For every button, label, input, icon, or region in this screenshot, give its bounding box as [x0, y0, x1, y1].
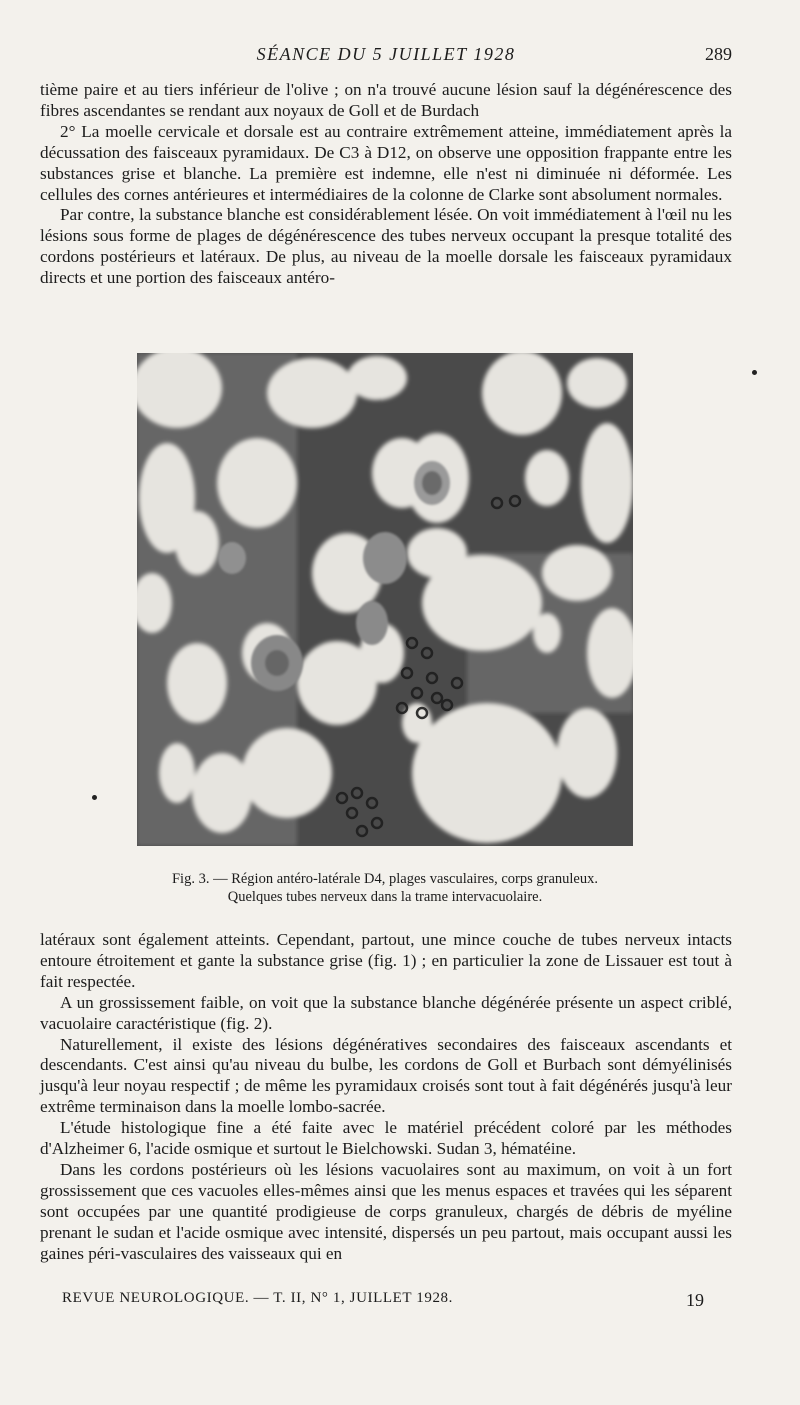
- paragraph: latéraux sont également atteints. Cependant, partout, une mince couche de tubes nerveux intacts entoure étroitement et gante la substance grise (fig. 1) ; en particulier la zone de Lissauer est tout à fait respectée.: [40, 930, 732, 991]
- paragraph: A un grossissement faible, on voit que la substance blanche dégénérée présente un aspect criblé, vacuolaire caractéristique (fig. 2).: [40, 992, 732, 1033]
- paragraph: L'étude histologique fine a été faite avec le matériel précédent coloré par les méthodes d'Alzheimer 6, l'acide osmique et surtout le Bielchowski. Sudan 3, hématéine.: [40, 1118, 732, 1159]
- page-footer: [62, 1290, 704, 1314]
- running-head: [40, 44, 732, 74]
- sheet-number: 19: [686, 1290, 704, 1310]
- caption-line: Quelques tubes nerveux dans la trame intervacuolaire.: [227, 889, 543, 905]
- footer-journal: REVUE NEUROLOGIQUE. — T. II, N° 1, JUILLET 1928.: [62, 1290, 454, 1306]
- paragraph: Dans les cordons postérieurs où les lésions vacuolaires sont au maximum, on voit à un fort grossissement que ces vacuoles elles-mêmes ainsi que les menus espaces et travées qui les séparent sont occupées par une quantité prodigieuse de corps granuleux, chargés de débris de myéline prenant le sudan et l'acide osmique avec intensité, dispersés un peu partout, mais occupant aussi les gaines péri-vasculaires des vaisseaux qui en: [40, 1159, 732, 1263]
- caption-line: Fig. 3. — Région antéro-latérale D4, plages vasculaires, corps granuleux.: [171, 871, 598, 887]
- running-head-title: SÉANCE DU 5 JUILLET 1928: [256, 44, 516, 64]
- micrograph-figure: [137, 353, 633, 846]
- body-text-top: [40, 80, 732, 289]
- speck-mark: [92, 795, 97, 800]
- paragraph: Naturellement, il existe des lésions dégénératives secondaires des faisceaux ascendants et descendants. C'est ainsi qu'au niveau du bulbe, les cordons de Goll et Burbach sont démyélinisés jusqu'à leur noyau respectif ; de même les pyramidaux croisés sont tout à fait dégénérés jusqu'à leur extrême terminaison dans la moelle lombo-sacrée.: [40, 1034, 732, 1117]
- figure-caption: [120, 870, 650, 906]
- body-text-bottom: [40, 930, 732, 1265]
- page-number: 289: [705, 44, 732, 64]
- paragraph: Par contre, la substance blanche est considérablement lésée. On voit immédiatement à l'œil nu les lésions sous forme de plages de dégénérescence des tubes nerveux occupant la presque totalité des cordons postérieurs et latéraux. De plus, au niveau de la moelle dorsale les faisceaux pyramidaux directs et une portion des faisceaux antéro-: [40, 205, 732, 288]
- micrograph-image: [137, 353, 633, 846]
- speck-mark: [752, 370, 757, 375]
- paragraph: 2° La moelle cervicale et dorsale est au contraire extrêmement atteine, immédiatement après la décussation des faisceaux pyramidaux. De C3 à D12, on observe une opposition frappante entre les substances grise et blanche. La première est indemne, elle n'est ni diminuée ni déformée. Les cellules des cornes antérieures et intermédiaires de la colonne de Clarke sont absolument normales.: [40, 121, 732, 204]
- paragraph: tième paire et au tiers inférieur de l'olive ; on n'a trouvé aucune lésion sauf la dégénérescence des fibres ascendantes se rendant aux noyaux de Goll et de Burdach: [40, 80, 732, 120]
